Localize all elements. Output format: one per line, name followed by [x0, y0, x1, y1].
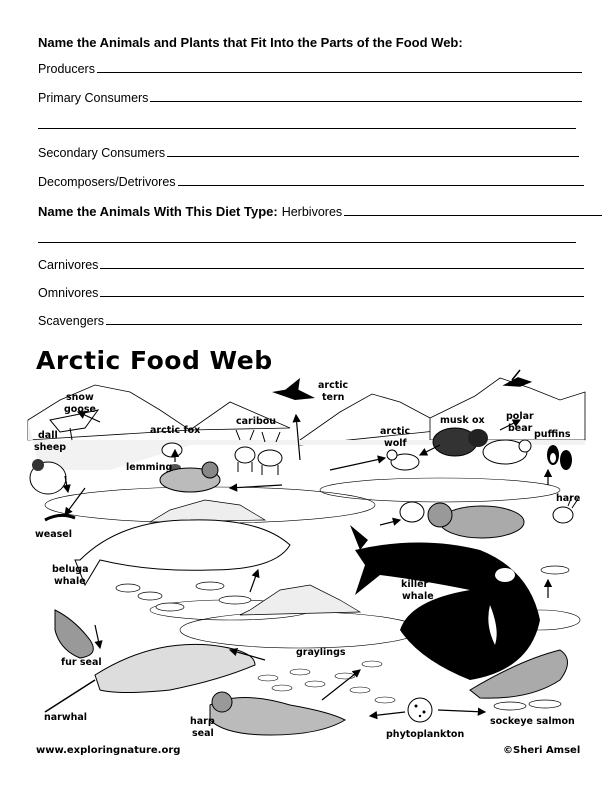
- secondary-consumers-label: Secondary Consumers: [38, 146, 166, 160]
- label-sockeye-salmon: sockeye salmon: [490, 716, 575, 727]
- producers-label: Producers: [38, 62, 95, 76]
- label-killer-whale-line-1: killer: [401, 579, 429, 590]
- label-harp-seal-line-2: seal: [192, 728, 214, 739]
- label-snow-goose-line-2: goose: [64, 404, 96, 415]
- label-caribou: caribou: [236, 416, 277, 427]
- label-beluga-whale-line-1: beluga: [52, 564, 89, 575]
- question-2-heading: Name the Animals With This Diet Type:: [38, 204, 278, 219]
- label-arctic-tern-line-1: arctic: [318, 380, 349, 391]
- label-polar-bear-line-1: polar: [506, 411, 534, 422]
- label-hare: hare: [556, 493, 581, 504]
- question-1-heading: Name the Animals and Plants that Fit Into the Parts of the Food Web:: [38, 35, 463, 50]
- website-footer[interactable]: www.exploringnature.org: [36, 745, 181, 756]
- label-arctic-wolf-line-1: arctic: [380, 426, 411, 437]
- herbivores-label: Herbivores: [281, 205, 343, 219]
- omnivores-label: Omnivores: [38, 286, 99, 300]
- label-lemming: lemming: [126, 462, 173, 473]
- label-narwhal: narwhal: [44, 712, 88, 723]
- label-polar-bear-line-2: bear: [508, 423, 533, 434]
- scavengers-label: Scavengers: [38, 314, 105, 328]
- iceberg: [150, 500, 265, 522]
- weasel-icon: [45, 515, 75, 520]
- arctic-fox-icon: [162, 443, 182, 457]
- walrus-icon: [428, 503, 524, 538]
- bird-egg-icon: [400, 502, 424, 522]
- musk-ox-icon: [433, 428, 488, 456]
- arctic-wolf-icon: [387, 450, 419, 470]
- label-harp-seal-line-1: harp: [190, 716, 215, 727]
- polar-bear-icon: [483, 440, 531, 464]
- copyright-footer: ©Sheri Amsel: [503, 745, 581, 756]
- fur-seal-icon: [55, 610, 93, 658]
- label-dall-sheep-line-2: sheep: [34, 442, 67, 453]
- label-phytoplankton: phytoplankton: [386, 729, 465, 740]
- phytoplankton-icon: [408, 698, 432, 722]
- label-weasel: weasel: [35, 529, 72, 540]
- label-killer-whale-line-2: whale: [402, 591, 434, 602]
- label-dall-sheep-line-1: dall: [38, 430, 58, 441]
- decomposers-label: Decomposers/Detrivores: [38, 175, 176, 189]
- flying-bird-icon: [505, 370, 530, 386]
- label-arctic-tern-line-2: tern: [322, 392, 345, 403]
- food-web-title: Arctic Food Web: [36, 346, 273, 375]
- label-puffins: puffins: [534, 429, 571, 440]
- label-snow-goose-line-1: snow: [66, 392, 94, 403]
- puffins-icon: [547, 445, 572, 470]
- label-graylings: graylings: [296, 647, 346, 658]
- beluga-whale-icon: [75, 520, 290, 585]
- label-beluga-whale-line-2: whale: [54, 576, 86, 587]
- caribou-icon: [235, 430, 282, 475]
- label-arctic-fox: arctic fox: [150, 425, 201, 436]
- label-fur-seal: fur seal: [61, 657, 102, 668]
- carnivores-label: Carnivores: [38, 258, 99, 272]
- primary-consumers-label: Primary Consumers: [38, 91, 149, 105]
- label-musk-ox: musk ox: [440, 415, 485, 426]
- arctic-tern-icon: [272, 378, 315, 400]
- sockeye-salmon-icon: [494, 700, 561, 710]
- label-arctic-wolf-line-2: wolf: [384, 438, 407, 449]
- ice-floe: [240, 585, 360, 615]
